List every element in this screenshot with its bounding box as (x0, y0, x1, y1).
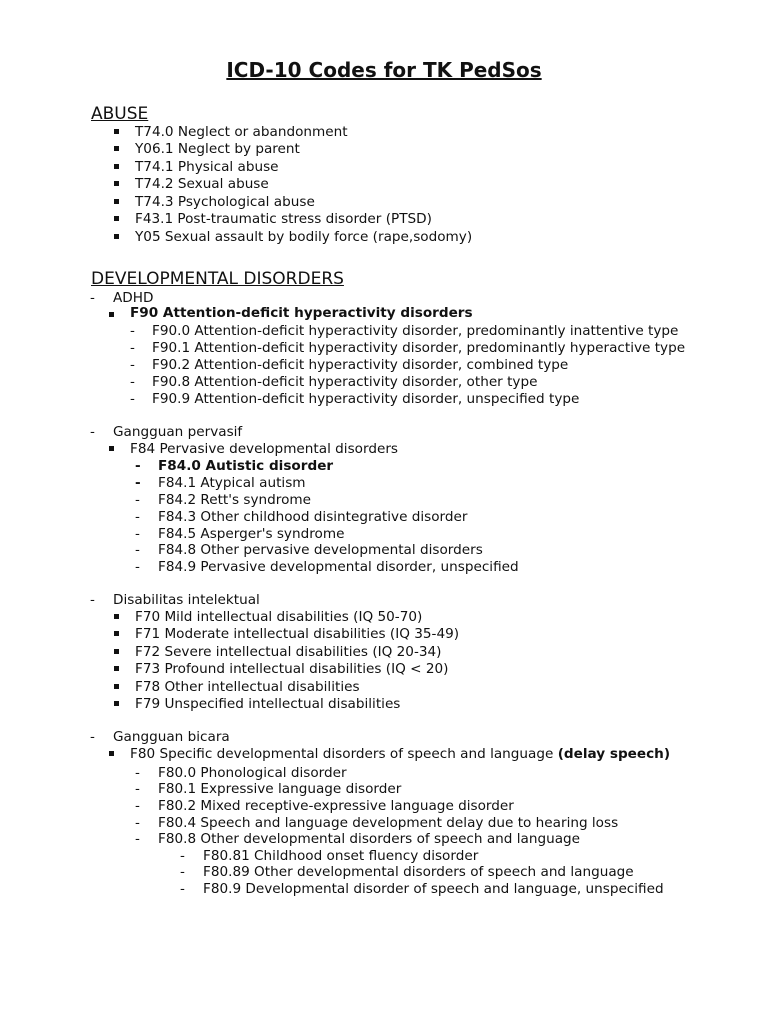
list-item: F90.1 Attention-deficit hyperactivity disorder, predominantly hyperactive type (152, 340, 686, 356)
group-label: ADHD (113, 290, 154, 306)
list-item: F90.0 Attention-deficit hyperactivity disorder, predominantly inattentive type (152, 323, 679, 339)
list-item: F80.1 Expressive language disorder (158, 781, 402, 797)
list-item: F90.8 Attention-deficit hyperactivity disorder, other type (152, 374, 538, 390)
dash-marker: - (135, 831, 140, 847)
code-heading: F90 Attention-deficit hyperactivity disorders (130, 305, 473, 321)
list-item: F80.0 Phonological disorder (158, 765, 347, 781)
section-heading-developmental: DEVELOPMENTAL DISORDERS (91, 269, 344, 289)
dash-marker: - (90, 592, 95, 608)
list-item: F73 Profound intellectual disabilities (IQ < 20) (135, 661, 449, 677)
dash-marker: - (135, 492, 140, 508)
list-item: Y05 Sexual assault by bodily force (rape,sodomy) (135, 229, 473, 245)
list-item: T74.2 Sexual abuse (135, 176, 269, 192)
code-heading: F84 Pervasive developmental disorders (130, 441, 398, 457)
dash-marker: - (135, 475, 141, 491)
list-item: Y06.1 Neglect by parent (135, 141, 300, 157)
bullet-square-icon (114, 199, 119, 204)
dash-marker: - (180, 848, 185, 864)
code-heading-text: F80 Specific developmental disorders of speech and language (130, 746, 558, 762)
bullet-square-icon (114, 146, 119, 151)
list-item: F84.3 Other childhood disintegrative disorder (158, 509, 468, 525)
bullet-square-icon (109, 312, 114, 317)
list-item: F70 Mild intellectual disabilities (IQ 50-70) (135, 609, 423, 625)
bullet-square-icon (114, 701, 119, 706)
dash-marker: - (130, 391, 135, 407)
bullet-square-icon (114, 216, 119, 221)
dash-marker: - (90, 290, 95, 306)
dash-marker: - (135, 815, 140, 831)
dash-marker: - (130, 374, 135, 390)
list-item: F84.0 Autistic disorder (158, 458, 334, 474)
bullet-square-icon (114, 614, 119, 619)
sub-list-item: F80.89 Other developmental disorders of speech and language (203, 864, 634, 880)
dash-marker: - (135, 526, 140, 542)
list-item: F78 Other intellectual disabilities (135, 679, 360, 695)
dash-marker: - (135, 798, 140, 814)
dash-marker: - (130, 340, 135, 356)
bullet-square-icon (114, 666, 119, 671)
bullet-square-icon (114, 684, 119, 689)
list-item: F43.1 Post-traumatic stress disorder (PTSD) (135, 211, 432, 227)
dash-marker: - (130, 323, 135, 339)
dash-marker: - (135, 559, 140, 575)
sub-list-item: F80.9 Developmental disorder of speech and language, unspecified (203, 881, 664, 897)
page-title: ICD-10 Codes for TK PedSos (226, 58, 542, 82)
group-label: Gangguan pervasif (113, 424, 243, 440)
list-item: F84.8 Other pervasive developmental disorders (158, 542, 483, 558)
list-item: F84.2 Rett's syndrome (158, 492, 311, 508)
code-heading (130, 746, 670, 763)
list-item: F80.2 Mixed receptive-expressive language disorder (158, 798, 514, 814)
dash-marker: - (180, 881, 185, 897)
bullet-square-icon (114, 181, 119, 186)
bullet-square-icon (114, 164, 119, 169)
section-heading-abuse: ABUSE (91, 104, 149, 124)
list-item: F90.2 Attention-deficit hyperactivity disorder, combined type (152, 357, 569, 373)
code-heading-emphasis: (delay speech) (557, 746, 671, 762)
dash-marker: - (135, 458, 141, 474)
dash-marker: - (130, 357, 135, 373)
list-item: F79 Unspecified intellectual disabilities (135, 696, 401, 712)
list-item: F72 Severe intellectual disabilities (IQ 20-34) (135, 644, 442, 660)
list-item: F80.4 Speech and language development delay due to hearing loss (158, 815, 619, 831)
list-item: F71 Moderate intellectual disabilities (IQ 35-49) (135, 626, 460, 642)
dash-marker: - (135, 542, 140, 558)
bullet-square-icon (114, 129, 119, 134)
dash-marker: - (135, 765, 140, 781)
dash-marker: - (180, 864, 185, 880)
bullet-square-icon (109, 751, 114, 756)
list-item: F84.9 Pervasive developmental disorder, unspecified (158, 559, 519, 575)
group-label: Disabilitas intelektual (113, 592, 260, 608)
list-item: F90.9 Attention-deficit hyperactivity disorder, unspecified type (152, 391, 580, 407)
dash-marker: - (135, 781, 140, 797)
list-item: T74.1 Physical abuse (135, 159, 279, 175)
dash-marker: - (90, 729, 95, 745)
dash-marker: - (135, 509, 140, 525)
bullet-square-icon (109, 446, 114, 451)
group-label: Gangguan bicara (113, 729, 230, 745)
list-item: T74.0 Neglect or abandonment (135, 124, 348, 140)
list-item: T74.3 Psychological abuse (135, 194, 315, 210)
bullet-square-icon (114, 649, 119, 654)
bullet-square-icon (114, 631, 119, 636)
sub-list-item: F80.81 Childhood onset fluency disorder (203, 848, 479, 864)
list-item: F84.1 Atypical autism (158, 475, 306, 491)
bullet-square-icon (114, 234, 119, 239)
list-item: F84.5 Asperger's syndrome (158, 526, 345, 542)
dash-marker: - (90, 424, 95, 440)
list-item: F80.8 Other developmental disorders of speech and language (158, 831, 581, 847)
